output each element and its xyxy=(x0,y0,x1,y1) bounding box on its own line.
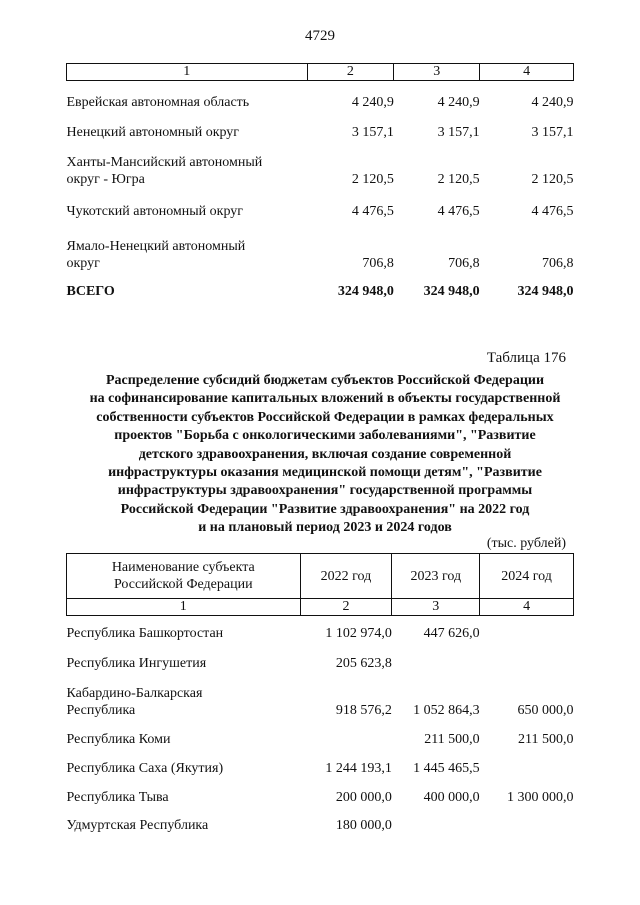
title-line: Российской Федерации "Развитие здравоохранения" на 2022 год xyxy=(120,501,530,517)
region-name: Республика Башкортостан xyxy=(66,625,224,641)
region-name: Еврейская автономная область xyxy=(66,94,250,110)
value-2024: 2 120,5 xyxy=(531,171,574,187)
region-name-line: Республика xyxy=(66,702,136,718)
region-name xyxy=(67,141,308,188)
column-index: 1 xyxy=(67,599,301,616)
value-2023 xyxy=(392,642,480,672)
column-index: 4 xyxy=(480,599,574,616)
continuation-table xyxy=(66,63,574,300)
value-2022: 4 240,9 xyxy=(351,94,394,110)
column-index-row xyxy=(67,599,574,616)
value-2022: 205 623,8 xyxy=(335,655,392,671)
region-name-line: Ханты-Мансийский автономный xyxy=(66,154,263,170)
value-2024 xyxy=(480,806,574,834)
title-line: проектов "Борьба с онкологическими заболеваниями", "Развитие xyxy=(114,428,536,444)
region-name-line: округ - Югра xyxy=(66,171,145,187)
table-row xyxy=(67,188,574,220)
table-row xyxy=(67,777,574,806)
page-number: 4729 xyxy=(305,28,335,44)
value-2024: 650 000,0 xyxy=(517,702,574,718)
region-name: Республика Ингушетия xyxy=(66,655,207,671)
total-row xyxy=(67,272,574,300)
title-line: инфраструктуры здравоохранения" государственной программы xyxy=(117,483,533,499)
units-label: (тыс. рублей) xyxy=(486,536,566,551)
value-2022: 180 000,0 xyxy=(335,817,392,833)
column-index-row xyxy=(67,64,574,81)
value-2023 xyxy=(392,806,480,834)
region-name-line: Ямало-Ненецкий автономный xyxy=(66,238,246,254)
value-2023: 4 476,5 xyxy=(437,203,480,219)
table-row xyxy=(67,748,574,777)
table-title xyxy=(60,372,590,538)
value-2024: 706,8 xyxy=(542,255,574,271)
header-2024: 2024 год xyxy=(480,554,574,599)
title-line: детского здравоохранения, включая создание современной xyxy=(138,446,512,462)
value-2024: 1 300 000,0 xyxy=(507,789,574,805)
region-name: Удмуртская Республика xyxy=(66,817,209,833)
table-row xyxy=(67,719,574,748)
header-name-line: Наименование субъекта xyxy=(111,560,255,575)
column-index: 4 xyxy=(480,64,574,81)
value-2024 xyxy=(480,748,574,777)
title-line: на софинансирование капитальных вложений в объекты государственной xyxy=(89,391,561,407)
table-row xyxy=(67,141,574,188)
value-2024: 4 476,5 xyxy=(531,203,574,219)
header-name xyxy=(67,554,301,599)
value-2023: 1 052 864,3 xyxy=(413,702,480,718)
column-index: 3 xyxy=(394,64,480,81)
column-index: 1 xyxy=(67,64,308,81)
total-2023: 324 948,0 xyxy=(423,283,480,299)
value-2022: 706,8 xyxy=(362,255,394,271)
value-2023: 4 240,9 xyxy=(437,94,480,110)
value-2022 xyxy=(300,719,392,748)
value-2023: 447 626,0 xyxy=(423,625,480,641)
value-2022: 918 576,2 xyxy=(335,702,392,718)
table-label: Таблица 176 xyxy=(486,350,566,366)
value-2023: 2 120,5 xyxy=(437,171,480,187)
value-2024 xyxy=(480,642,574,672)
table-row xyxy=(67,642,574,672)
table-row xyxy=(67,220,574,272)
value-2022: 1 244 193,1 xyxy=(325,760,392,776)
region-name: Чукотский автономный округ xyxy=(66,203,244,219)
total-label: ВСЕГО xyxy=(66,283,115,299)
region-name-line: округ xyxy=(66,255,100,271)
value-2022: 4 476,5 xyxy=(351,203,394,219)
value-2022: 3 157,1 xyxy=(351,124,394,140)
value-2023: 1 445 465,5 xyxy=(413,760,480,776)
column-index: 2 xyxy=(307,64,394,81)
region-name: Республика Коми xyxy=(66,731,171,747)
header-2022: 2022 год xyxy=(300,554,392,599)
value-2023: 400 000,0 xyxy=(423,789,480,805)
region-name: Ненецкий автономный округ xyxy=(66,124,240,140)
region-name: Республика Тыва xyxy=(66,789,169,805)
total-2024: 324 948,0 xyxy=(517,283,574,299)
region-name xyxy=(67,672,301,719)
header-row xyxy=(67,554,574,599)
title-line: и на плановый период 2023 и 2024 годов xyxy=(198,520,452,536)
title-line: инфраструктуры оказания медицинской помощи детям", "Развитие xyxy=(108,465,542,481)
value-2024 xyxy=(480,616,574,642)
value-2022: 1 102 974,0 xyxy=(325,625,392,641)
column-index: 2 xyxy=(300,599,392,616)
region-name: Республика Саха (Якутия) xyxy=(66,760,224,776)
table-row xyxy=(67,672,574,719)
table-row xyxy=(67,616,574,642)
value-2024: 4 240,9 xyxy=(531,94,574,110)
table-row xyxy=(67,806,574,834)
value-2022: 200 000,0 xyxy=(335,789,392,805)
value-2023: 211 500,0 xyxy=(424,731,480,747)
title-line: собственности субъектов Российской Федерации в рамках федеральных xyxy=(96,409,554,425)
value-2023: 3 157,1 xyxy=(437,124,480,140)
subsidy-table xyxy=(66,553,574,834)
value-2024: 3 157,1 xyxy=(531,124,574,140)
table-row xyxy=(67,81,574,111)
table-row xyxy=(67,111,574,141)
header-name-line: Российской Федерации xyxy=(113,577,253,592)
region-name xyxy=(67,220,308,272)
region-name-line: Кабардино-Балкарская xyxy=(66,685,203,701)
value-2023: 706,8 xyxy=(448,255,480,271)
column-index: 3 xyxy=(392,599,480,616)
total-2022: 324 948,0 xyxy=(337,283,394,299)
header-2023: 2023 год xyxy=(392,554,480,599)
value-2024: 211 500,0 xyxy=(518,731,574,747)
value-2022: 2 120,5 xyxy=(351,171,394,187)
title-line: Распределение субсидий бюджетам субъектов Российской Федерации xyxy=(105,373,545,388)
